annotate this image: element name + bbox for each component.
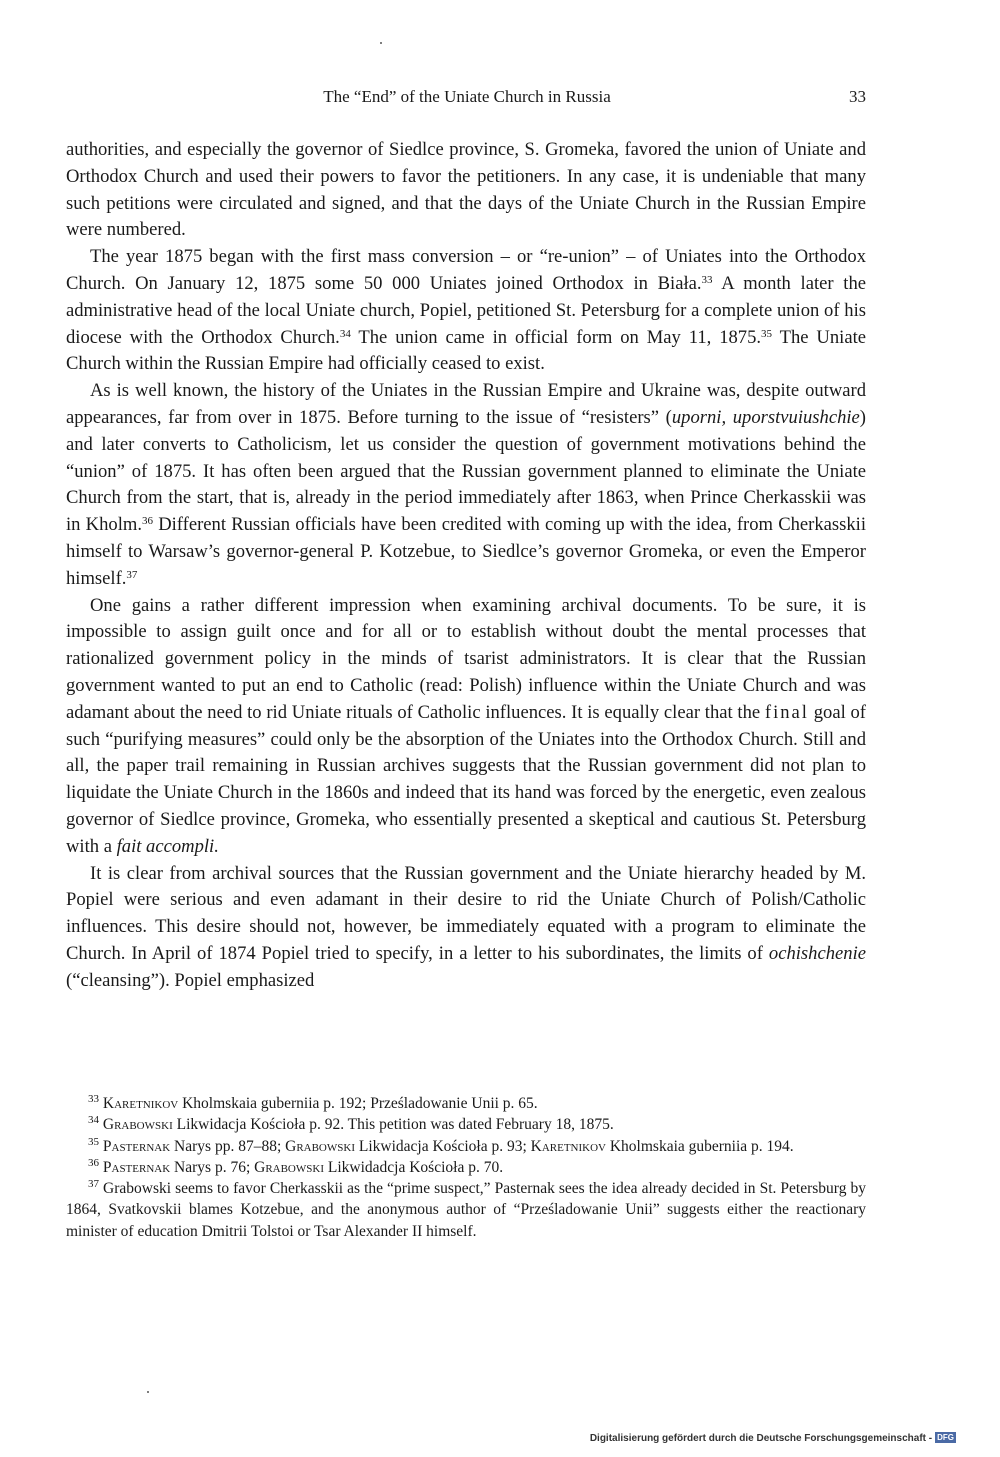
main-text — [66, 137, 866, 995]
paragraph-4: One gains a rather different impression when examining archival documents. To be sure, it is impossible to assign guilt once and for all or to establish without doubt the mental processes that rationalized government policy in the minds of tsarist administrators. It is clear that the Russian government wanted to put an end to Catholic (read: Polish) influence within the Uniate Church and was adamant about the need to rid Uniate rituals of Catholic influences. It is equally clear that the final goal of such “purifying measures” could only be the absorption of the Uniates into the Orthodox Church. Still and all, the paper trail remaining in Russian archives suggests that the Russian government did not plan to liquidate the Uniate Church in the 1860s and indeed that its hand was forced by the energetic, even zealous governor of Siedlce province, Gromeka, who essentially presented a skeptical and cautious St. Petersburg with a fait accompli. — [66, 594, 866, 857]
scan-speck — [147, 1391, 149, 1393]
italic-term: ochishchenie — [768, 942, 866, 964]
paragraph-1 — [66, 137, 866, 244]
footnote-ref-34[interactable]: 34 — [339, 327, 351, 340]
footnote-ref-35[interactable]: 35 — [761, 327, 773, 340]
credit-text: Digitalisierung gefördert durch die Deutsche Forschungsgemeinschaft - — [589, 1433, 933, 1444]
dfg-logo: DFG — [937, 1433, 954, 1442]
footnote-36: $^{36}$ Pasternak Narys p. 76; Grabowski Likwidadcja Kościoła p. 70. — [88, 1156, 504, 1176]
footnote-33: $^{33}$ Karetnikov Kholmskaia guberniia p. 192; Prześladowanie Unii p. 65. — [88, 1093, 538, 1112]
paragraph-2: The year 1875 began with the first mass conversion – or “re-union” – of Uniates into the Orthodox Church. On January 12, 1875 some 50 000 Uniates joined Orthodox in Biała.$^{33}$ A month later the administrative head of the local Uniate church, Popiel, petitioned St. Petersburg for a complete union of his diocese with the Orthodox Church.$^{34}$ The union came in official form on May 11, 1875.35 The Uniate Church within the Russian Empire had officially ceased to exist. — [66, 246, 866, 375]
paragraph-5: It is clear from archival sources that the Russian government and the Uniate hierarchy headed by M. Popiel were serious and even adamant in their desire to rid the Uniate Church of Polish/Catholic influences. This desire should not, however, be immediately equated with a program to eliminate the Church. In April of 1874 Popiel tried to specify, in a letter to his subordinates, the limits of ochishchenie (“cleansing”). Popiel emphasized — [66, 862, 866, 991]
italic-term: fait accompli. — [116, 835, 219, 857]
italic-term: uporni, uporstvuiushchie — [671, 406, 860, 428]
footnote-ref-36[interactable]: 36 — [141, 515, 153, 528]
digitization-credit — [590, 1432, 956, 1444]
scan-speck — [380, 42, 382, 44]
footnote-ref-37[interactable]: 37 — [126, 568, 138, 581]
footnote-34: $^{34}$ Grabowski Likwidacja Kościoła p. 92. This petition was dated February 18, 1875. — [88, 1114, 614, 1134]
paragraph-1-text: authorities, and especially the governor of Siedlce province, S. Gromeka, favored the union of Uniate and Orthodox Church and used their powers to favor the petitioners. In any case, it is undeniable that many such petitions were circulated and signed, and that the days of the Uniate Church in the Russian Empire were numbered. — [66, 139, 866, 241]
footnote-ref-33[interactable]: 33 — [701, 273, 713, 286]
footnote-35: $^{35}$ Pasternak Narys pp. 87–88; Grabowski Likwidacja Kościoła p. 93; Karetnikov Kholmskaia guberniia p. 194. — [88, 1135, 794, 1155]
footnote-37: $^{37}$ Grabowski seems to favor Cherkasskii as the “prime suspect,” Pasternak sees the idea already decided in St. Petersburg by 1864, Svatkovskii blames Kotzebue, and the anonymous author of “Prześladowanie Unii” suggests either the reactionary minister of education Dmitrii Tolstoi or Tsar Alexander II himself. — [66, 1178, 866, 1240]
footnotes — [66, 1093, 866, 1242]
page-number: 33 — [849, 87, 866, 106]
paragraph-3: As is well known, the history of the Uniates in the Russian Empire and Ukraine was, despite outward appearances, far from over in 1875. Before turning to the issue of “resisters” (uporni, uporstvuiushchie) and later converts to Catholicism, let us consider the question of government motivations behind the “union” of 1875. It has often been argued that the Russian government planned to eliminate the Uniate Church from the start, that is, already in the period immediately after 1863, when Prince Cherkasskii was in Kholm.$^{36}$ Different Russian officials have been credited with coming up with the idea, from Cherkasskii himself to Warsaw’s governor-general P. Kotzebue, to Siedlce’s governor Gromeka, or even the Emperor himself.$^{37}$ — [66, 380, 866, 589]
spaced-emphasis: final — [764, 701, 809, 723]
running-header — [66, 87, 868, 111]
running-title: The “End” of the Uniate Church in Russia — [323, 87, 611, 106]
